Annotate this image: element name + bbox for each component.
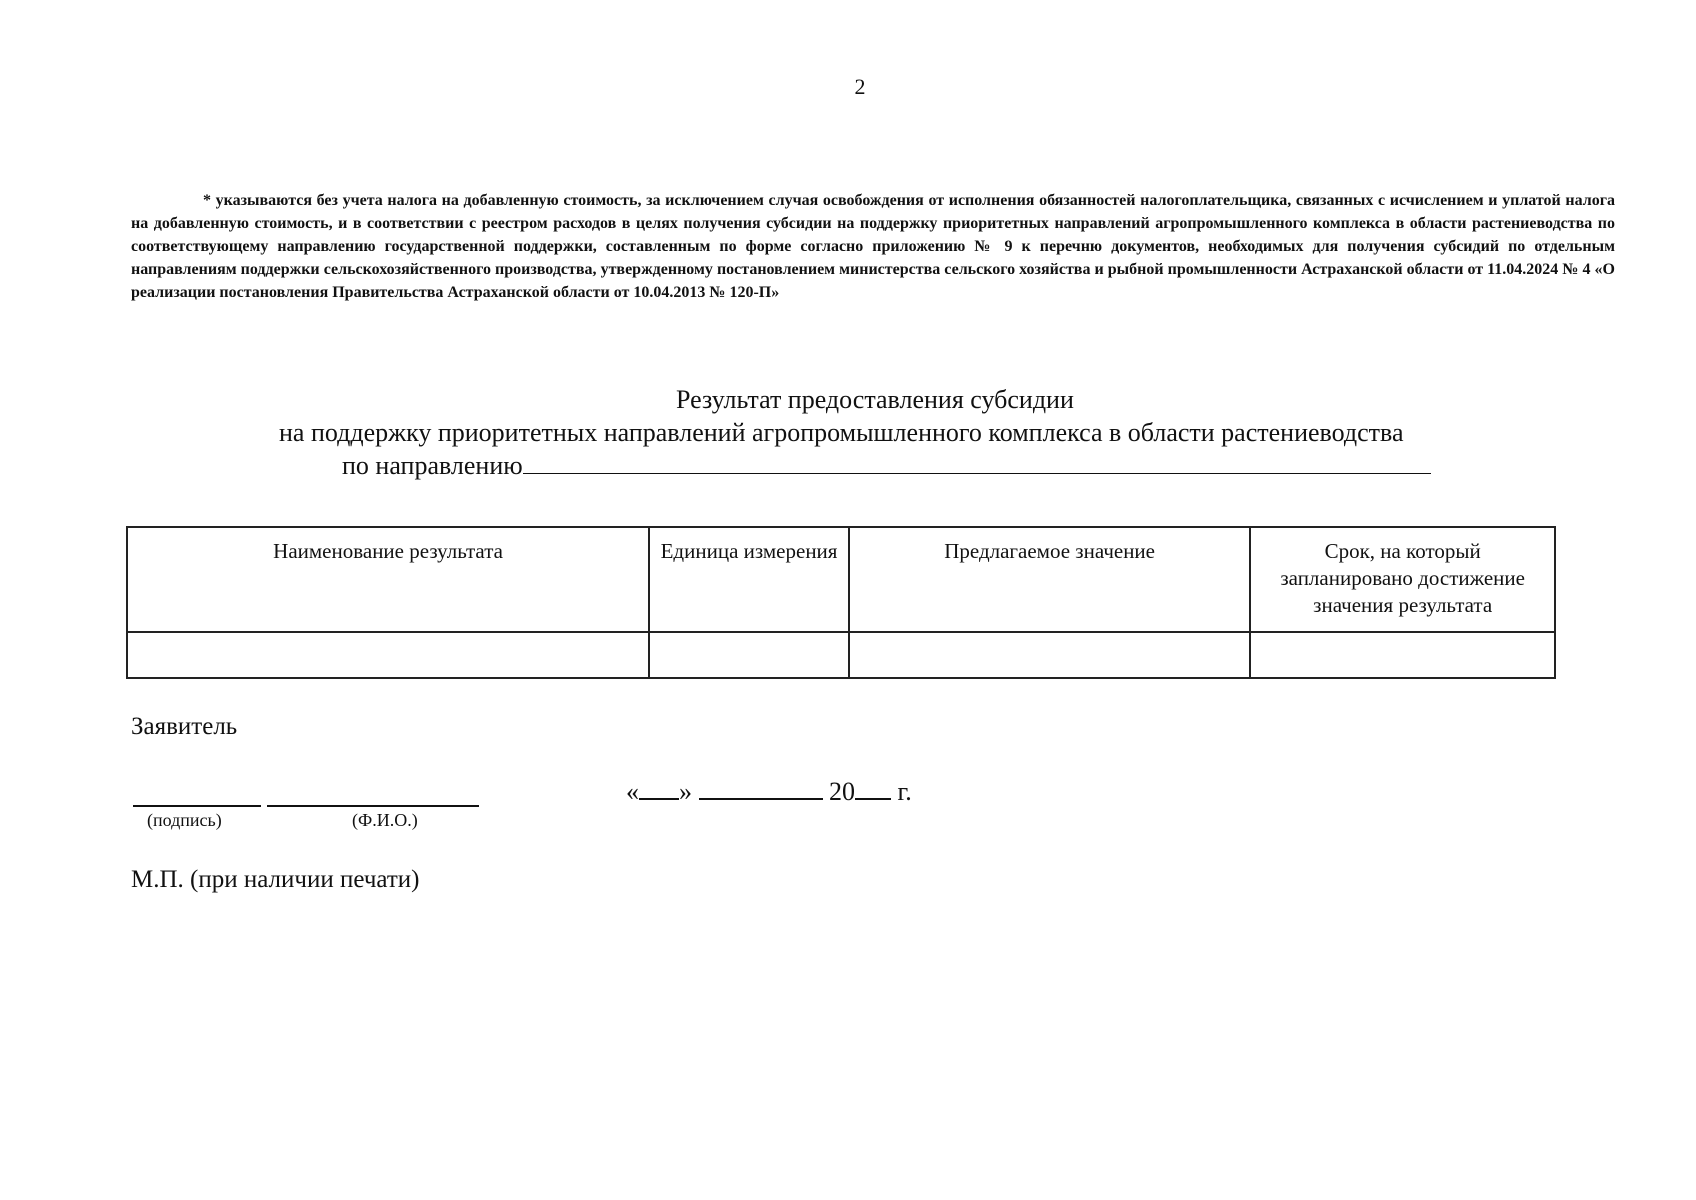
signature-line[interactable]	[133, 805, 261, 807]
table-cell[interactable]	[649, 632, 849, 678]
name-caption: (Ф.И.О.)	[352, 810, 418, 830]
applicant-label: Заявитель	[131, 713, 238, 740]
date-open-quote: «	[626, 777, 639, 806]
date-year-blank[interactable]	[855, 776, 891, 800]
document-title	[0, 383, 1696, 482]
footnote: * указываются без учета налога на добавленную стоимость, за исключением случая освобождения от исполнения обязанностей налогоплательщика, связанных с исчислением и уплатой налога на добавленную стоимость, и в соответствии с реестром расходов в целях получения субсидии на поддержку приоритетных направлений агропромышленного комплекса в области растениеводства по соответствующему направлению государственной поддержки, составленным по форме согласно приложению № 9 к перечню документов, необходимых для получения субсидий по отдельным направлениям поддержки сельскохозяйственного производства, утвержденному постановлением министерства сельского хозяйства и рыбной промышленности Астраханской области от 11.04.2024 № 4 «О реализации постановления Правительства Астраханской области от 10.04.2013 № 120-П»	[131, 192, 1615, 301]
column-header-proposed-value: Предлагаемое значение	[849, 527, 1250, 632]
title-line-3	[0, 449, 1696, 482]
title-line-2: на поддержку приоритетных направлений агропромышленного комплекса в области растениеводства	[279, 418, 1404, 447]
column-header-unit: Единица измерения	[649, 527, 849, 632]
signature-caption: (подпись)	[147, 810, 222, 830]
table-cell[interactable]	[1250, 632, 1555, 678]
direction-blank-line[interactable]	[523, 449, 1431, 474]
date-day-blank[interactable]	[639, 776, 679, 800]
table-cell[interactable]	[849, 632, 1250, 678]
column-header-result-name: Наименование результата	[127, 527, 649, 632]
table-header-row	[127, 527, 1555, 632]
page-number: 2	[854, 74, 866, 99]
date-close-quote: »	[679, 777, 692, 806]
table-row	[127, 632, 1555, 678]
direction-label: по направлению	[342, 451, 523, 480]
name-line[interactable]	[267, 805, 479, 807]
date-field	[626, 776, 912, 807]
date-century: 20	[829, 777, 855, 806]
stamp-label: М.П. (при наличии печати)	[131, 866, 420, 893]
date-month-blank[interactable]	[699, 776, 823, 800]
column-header-deadline: Срок, на который запланировано достижение значения результата	[1250, 527, 1555, 632]
results-table	[126, 526, 1556, 679]
date-year-suffix: г.	[897, 777, 912, 806]
title-line-1: Результат предоставления субсидии	[676, 385, 1074, 414]
table-cell[interactable]	[127, 632, 649, 678]
